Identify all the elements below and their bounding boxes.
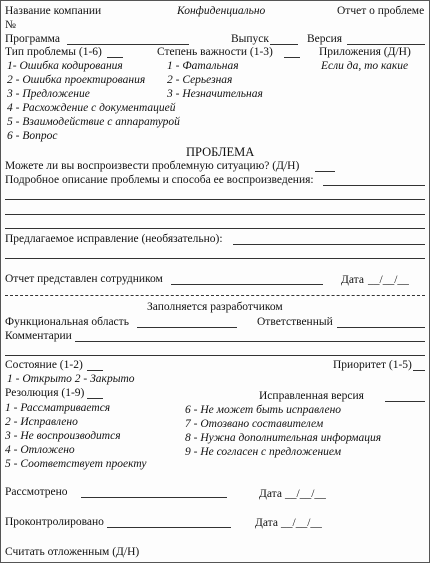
attachments-hint: Если да, то какие [321, 60, 409, 72]
section-divider [5, 295, 425, 296]
reproduce-field[interactable] [315, 171, 335, 172]
problem-type-option: 4 - Расхождение с документацией [7, 102, 176, 114]
fix-label: Предлагаемое исправление (необязательно): [5, 233, 223, 245]
resolution-option: 9 - Не согласен с предложением [185, 446, 342, 458]
checked-date-field[interactable]: __/__/__ [281, 517, 322, 529]
comments-label: Комментарии [5, 330, 72, 342]
severity-field[interactable] [284, 57, 300, 58]
fix-field[interactable] [233, 244, 425, 245]
problem-type-option: 5 - Взаимодействие с аппаратурой [7, 116, 180, 128]
number-label: № [5, 19, 16, 31]
description-field[interactable] [323, 185, 425, 186]
version-field[interactable] [347, 44, 425, 45]
fix-line[interactable] [5, 258, 425, 259]
severity-option: 3 - Незначительная [167, 88, 263, 100]
checked-field[interactable] [107, 527, 231, 528]
functional-area-label: Функциональная область [5, 316, 129, 328]
checked-date-label: Дата [255, 517, 278, 529]
resolution-option: 2 - Исправлено [5, 416, 78, 428]
comments-field[interactable] [75, 341, 425, 342]
problem-type-option: 6 - Вопрос [7, 130, 58, 142]
program-label: Программа [5, 33, 60, 45]
deferred-label: Считать отложенным (Д/Н) [5, 546, 140, 558]
checked-label: Проконтролировано [5, 516, 104, 528]
state-label: Состояние (1-2) [5, 359, 83, 371]
resolution-option: 5 - Соответствует проекту [5, 458, 147, 470]
resolution-option: 8 - Нужна дополнительная информация [185, 432, 382, 444]
company-name-label: Название компании [5, 5, 102, 17]
reproduce-question: Можете ли вы воспроизвести проблемную ситуацию? (Д/Н) [5, 160, 300, 172]
resolution-option: 7 - Отозвано составителем [185, 418, 324, 430]
problem-type-option: 1- Ошибка кодирования [7, 60, 123, 72]
resolution-label: Резолюция (1-9) [5, 387, 85, 399]
severity-option: 1 - Фатальная [167, 60, 239, 72]
resolution-option: 1 - Рассматривается [5, 402, 111, 414]
version-label: Версия [307, 33, 343, 45]
state-options: 1 - Открыто 2 - Закрыто [7, 373, 135, 385]
reviewed-field[interactable] [81, 497, 227, 498]
comments-line[interactable] [5, 355, 425, 356]
problem-type-label: Тип проблемы (1-6) [5, 46, 102, 58]
fixed-version-label: Исправленная версия [259, 390, 364, 402]
fixed-version-field[interactable] [385, 401, 425, 402]
functional-area-field[interactable] [137, 327, 237, 328]
resolution-option: 6 - Не может быть исправлено [185, 404, 342, 416]
resolution-field[interactable] [87, 398, 103, 399]
problem-type-option: 3 - Предложение [7, 88, 90, 100]
resolution-option: 3 - Не воспроизводится [5, 430, 121, 442]
date-field[interactable]: __/__/__ [368, 274, 409, 286]
priority-field[interactable] [413, 370, 425, 371]
problem-heading: ПРОБЛЕМА [186, 145, 255, 159]
reviewed-label: Рассмотрено [5, 486, 68, 498]
report-title: Отчет о проблеме [337, 5, 425, 17]
severity-option: 2 - Серьезная [167, 74, 233, 86]
description-line[interactable] [5, 228, 425, 229]
release-label: Выпуск [231, 33, 269, 45]
description-label: Подробное описание проблемы и способа ее воспроизведения: [5, 174, 314, 186]
problem-type-option: 2 - Ошибка проектирования [7, 74, 146, 86]
program-field[interactable] [67, 44, 189, 45]
priority-label: Приоритет (1-5) [333, 359, 412, 371]
confidential-label: Конфиденциально [177, 5, 266, 17]
description-line[interactable] [5, 199, 425, 200]
responsible-field[interactable] [337, 327, 425, 328]
responsible-label: Ответственный [257, 316, 333, 328]
attachments-label: Приложения (Д/Н) [319, 46, 411, 58]
release-field[interactable] [270, 44, 298, 45]
state-field[interactable] [87, 370, 103, 371]
description-line[interactable] [5, 214, 425, 215]
reviewed-date-field[interactable]: __/__/__ [285, 488, 326, 500]
problem-type-field[interactable] [107, 57, 123, 58]
reported-by-field[interactable] [171, 284, 323, 285]
resolution-option: 4 - Отложено [5, 444, 75, 456]
date-label: Дата [341, 274, 364, 286]
severity-label: Степень важности (1-3) [157, 46, 273, 58]
reported-by-label: Отчет представлен сотрудником [5, 273, 163, 285]
developer-heading: Заполняется разработчиком [147, 301, 283, 313]
reviewed-date-label: Дата [259, 488, 282, 500]
